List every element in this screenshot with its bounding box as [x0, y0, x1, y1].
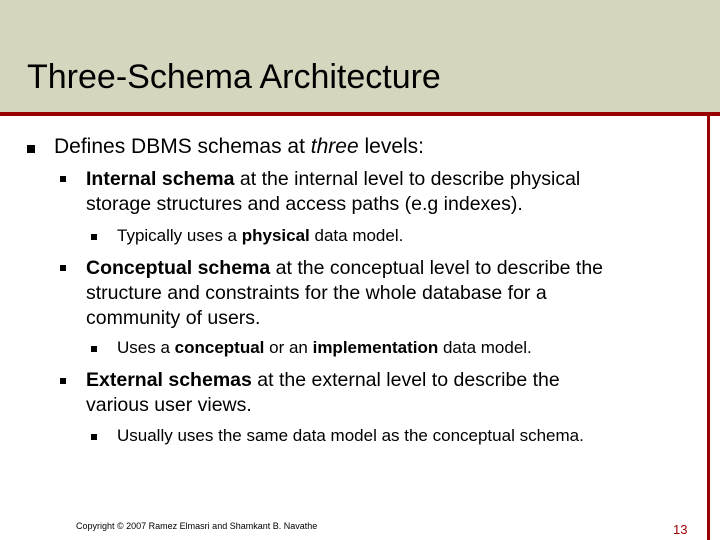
term-physical: physical	[241, 226, 310, 245]
bullet-defines-dbms	[54, 135, 424, 159]
text: Uses a	[117, 338, 175, 357]
slide-title: Three-Schema Architecture	[27, 58, 441, 96]
copyright-footer: Copyright © 2007 Ramez Elmasri and Shamkant B. Navathe	[76, 521, 318, 531]
text: various user views.	[86, 394, 252, 416]
bullet-marker	[60, 378, 66, 384]
emphasis-three: three	[310, 135, 359, 158]
bullet-external-schemas	[86, 368, 560, 418]
term-implementation: implementation	[312, 338, 439, 357]
text: at the conceptual level to describe the	[270, 257, 604, 279]
text: structure and constraints for the whole database for a	[86, 282, 547, 304]
text: storage structures and access paths (e.g indexes).	[86, 193, 523, 215]
text: Typically uses a	[117, 226, 242, 245]
bullet-marker	[60, 265, 66, 271]
text: data model.	[438, 338, 532, 357]
text: at the internal level to describe physical	[234, 168, 581, 190]
page-number: 13	[673, 522, 688, 537]
bullet-marker	[91, 434, 97, 440]
text: community of users.	[86, 307, 261, 329]
bullet-marker	[27, 145, 35, 153]
bullet-marker	[91, 346, 97, 352]
text: Usually uses the same data model as the conceptual schema.	[117, 426, 584, 445]
bullet-conceptual-model	[117, 338, 532, 358]
term-conceptual: conceptual	[174, 338, 265, 357]
bullet-same-model	[117, 426, 584, 446]
bullet-marker	[91, 234, 97, 240]
bullet-physical-model	[117, 226, 403, 246]
term-internal-schema: Internal schema	[86, 168, 235, 190]
text: or an	[264, 338, 313, 357]
title-divider	[0, 112, 720, 116]
text: data model.	[309, 226, 404, 245]
term-conceptual-schema: Conceptual schema	[86, 257, 271, 279]
term-external-schemas: External schemas	[86, 369, 252, 391]
bullet-marker	[60, 176, 66, 182]
bullet-internal-schema	[86, 167, 580, 217]
text: Defines DBMS schemas at	[54, 135, 311, 158]
text: levels:	[358, 135, 424, 158]
bullet-conceptual-schema	[86, 256, 603, 331]
text: at the external level to describe the	[251, 369, 560, 391]
right-border	[707, 116, 710, 540]
